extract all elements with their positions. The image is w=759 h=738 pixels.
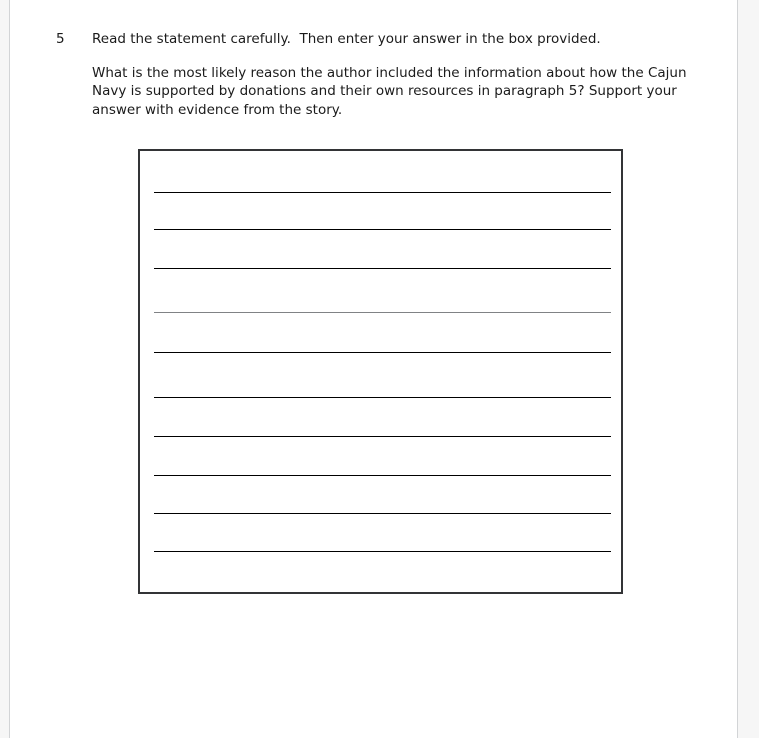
answer-line-7 <box>154 436 611 437</box>
answer-line-3 <box>154 268 611 269</box>
page-gutter-left <box>0 0 9 738</box>
question-number: 5 <box>56 31 65 47</box>
page-gutter-right <box>739 0 759 738</box>
answer-writing-lines <box>140 151 625 596</box>
answer-line-6 <box>154 397 611 398</box>
answer-line-4 <box>154 312 611 313</box>
page-sheet <box>9 0 738 738</box>
answer-line-5 <box>154 352 611 353</box>
answer-line-9 <box>154 513 611 514</box>
answer-line-8 <box>154 475 611 476</box>
answer-line-10 <box>154 551 611 552</box>
question-prompt: What is the most likely reason the author included the information about how the Cajun Navy is supported by donations and their own resources in paragraph 5? Support your answer with evidence from the story. <box>92 65 687 118</box>
question-directions: Read the statement carefully. Then enter your answer in the box provided. <box>92 31 601 47</box>
answer-line-1 <box>154 192 611 193</box>
answer-line-2 <box>154 229 611 230</box>
question-block <box>10 0 739 738</box>
answer-response-box[interactable] <box>138 149 623 594</box>
